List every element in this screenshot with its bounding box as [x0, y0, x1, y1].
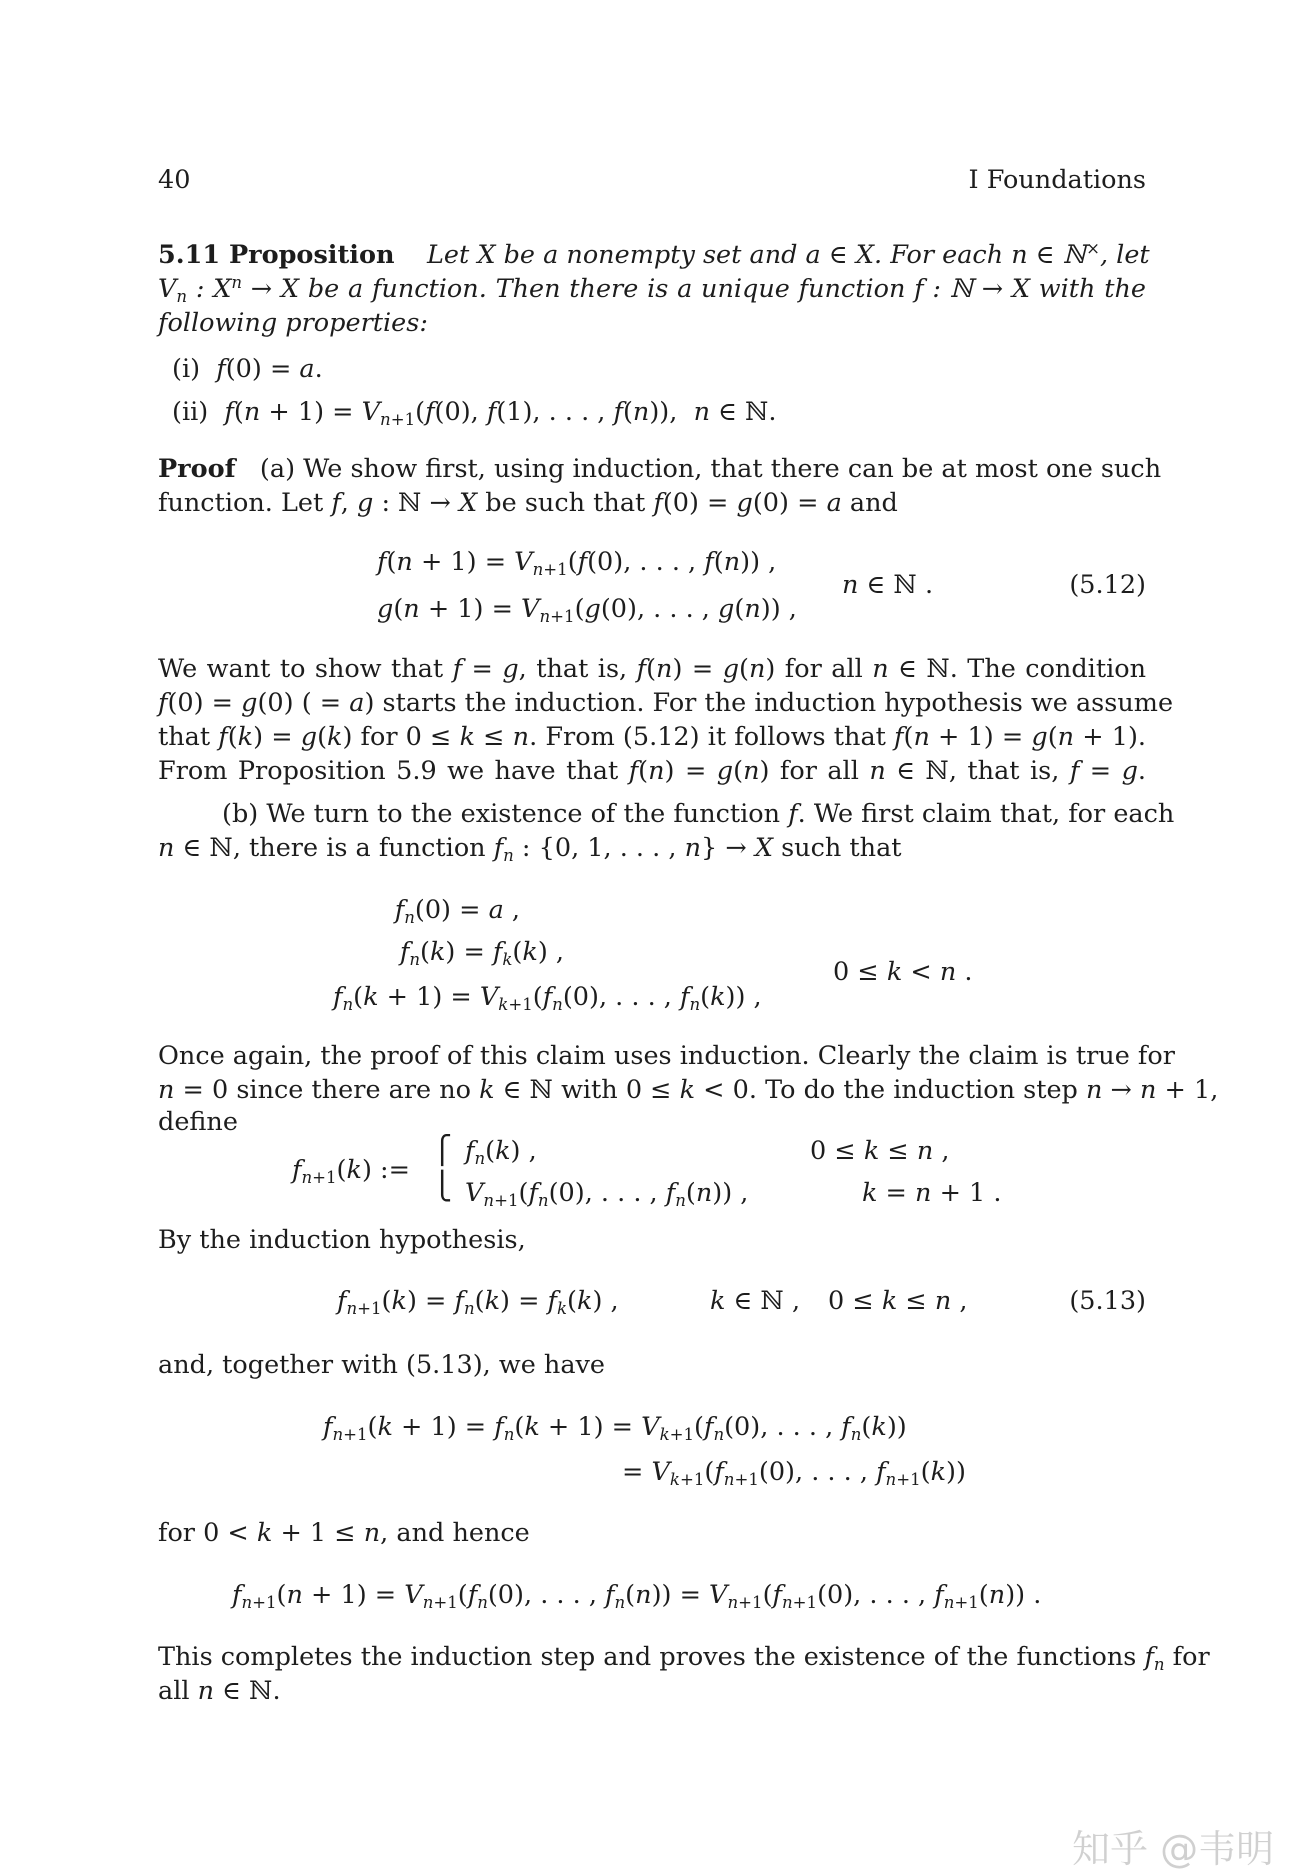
- proof-p4-line-2: n = 0 since there are no k ∈ ℕ with 0 ≤ k < 0. To do the induction step n → n + 1,: [158, 1075, 1219, 1105]
- def-case-2: $V_{n+1}(f_n(0)$, . . . , $f_n(n)$) ,: [465, 1178, 749, 1210]
- def-lhs: $f_{n+1}(k)$ :=: [292, 1155, 410, 1187]
- eq-final: $f_{n+1}(n + 1) = V_{n+1}(f_n(0)$, . . . , $f_n(n)) = V_{n+1}(f_{n+1}(0)$, . . . , $f_{n+1}(n)$) .: [232, 1580, 1042, 1612]
- page-number: 40: [158, 165, 191, 195]
- proof-p2-line-1: We want to show that f = g, that is, f(n) = g(n) for all n ∈ ℕ. The condition: [158, 654, 1147, 684]
- claim-line-3: $f_n(k + 1) = V_{k+1}(f_n(0)$, . . . , $f_n(k)$) ,: [333, 982, 762, 1014]
- proposition-label: 5.11 Proposition: [158, 240, 395, 270]
- proposition-item-i: (i) f(0) = a.: [172, 354, 323, 384]
- proof-p6-line-1: and, together with (5.13), we have: [158, 1350, 606, 1380]
- claim-condition: 0 ≤ k < n .: [833, 957, 973, 987]
- eq-5-12-line-1: $f(n + 1) = V_{n+1}(f(0)$, . . . , f(n)) ,: [377, 547, 777, 579]
- watermark: 知乎 @韦明: [1072, 1827, 1275, 1871]
- running-title: I Foundations: [968, 165, 1146, 195]
- proof-p2-line-3: that f(k) = g(k) for 0 ≤ k ≤ n. From (5.12) it follows that f(n + 1) = g(n + 1).: [158, 722, 1147, 752]
- proposition-line3-text: following properties:: [158, 308, 428, 338]
- proof-p2-line-2: f(0) = g(0) ( = a) starts the induction. For the induction hypothesis we assume: [158, 688, 1174, 718]
- left-brace-bottom: ⎩: [432, 1171, 453, 1202]
- proof-p8-line-2: all n ∈ ℕ.: [158, 1676, 281, 1706]
- proposition-item-ii: (ii) $f(n + 1) = V_{n+1}(f(0)$, f(1), . . . , f(n)), n ∈ ℕ.: [172, 397, 777, 429]
- eq-5-13-condition-2: 0 ≤ k ≤ n ,: [828, 1286, 968, 1316]
- proof-p7-line-1: for 0 < k + 1 ≤ n, and hence: [158, 1518, 530, 1548]
- eq-5-12-number: (5.12): [1069, 570, 1146, 600]
- left-brace-top: ⎧: [432, 1135, 453, 1166]
- proof-label: Proof: [158, 454, 236, 484]
- def-case-1-condition: 0 ≤ k ≤ n ,: [810, 1136, 950, 1166]
- proposition-line-1: 5.11 Proposition Let X be a nonempty set and a ∈ X. For each n ∈ ℕ×, let: [158, 238, 1150, 270]
- proof-p1-line-2: function. Let f, g : ℕ → X be such that f(0) = g(0) = a and: [158, 488, 898, 518]
- eq-aligned-line-2: = $V_{k+1}(f_{n+1}(0)$, . . . , $f_{n+1}(k)$): [622, 1457, 966, 1489]
- proof-p3-line-1: (b) We turn to the existence of the function f. We first claim that, for each: [222, 799, 1175, 829]
- proposition-line-3: [158, 306, 428, 340]
- proof-p3-line-2: n ∈ ℕ, there is a function $f_n$ : {0, 1, . . . , n} → X such that: [158, 833, 902, 865]
- eq-5-12-condition: n ∈ ℕ .: [842, 570, 934, 600]
- eq-5-13-condition-1: k ∈ ℕ ,: [710, 1286, 801, 1316]
- eq-5-13: $f_{n+1}(k) = f_n(k) = f_k(k)$ ,: [337, 1286, 619, 1318]
- proof-p5-line-1: By the induction hypothesis,: [158, 1225, 526, 1255]
- eq-aligned-line-1: $f_{n+1}(k + 1) = f_n(k + 1) = V_{k+1}(f_n(0)$, . . . , $f_n(k)$): [323, 1412, 907, 1444]
- eq-5-13-number: (5.13): [1069, 1286, 1146, 1316]
- def-case-1: $f_n(k)$ ,: [465, 1136, 537, 1168]
- proof-p2-line-4: From Proposition 5.9 we have that f(n) = g(n) for all n ∈ ℕ, that is, f = g.: [158, 756, 1147, 786]
- proposition-line-2: $V_n$ : $X^n \to X$ be a function. Then there is a unique function f : ℕ → X with the: [158, 272, 1146, 306]
- proof-p8-line-1: This completes the induction step and proves the existence of the functions $f_n$ for: [158, 1642, 1210, 1674]
- claim-line-2: $f_n(k) = f_k(k)$ ,: [399, 937, 564, 969]
- def-case-2-condition: k = n + 1 .: [862, 1178, 1002, 1208]
- eq-5-12-line-2: $g(n + 1) = V_{n+1}(g(0)$, . . . , g(n)) ,: [377, 594, 797, 626]
- proof-p4-line-1: Once again, the proof of this claim uses induction. Clearly the claim is true for: [158, 1041, 1175, 1071]
- proof-p4-line-3: define: [158, 1107, 238, 1137]
- claim-line-1: $f_n(0) = a$ ,: [394, 895, 520, 927]
- proof-p1-line-1: Proof (a) We show first, using induction, that there can be at most one such: [158, 454, 1162, 484]
